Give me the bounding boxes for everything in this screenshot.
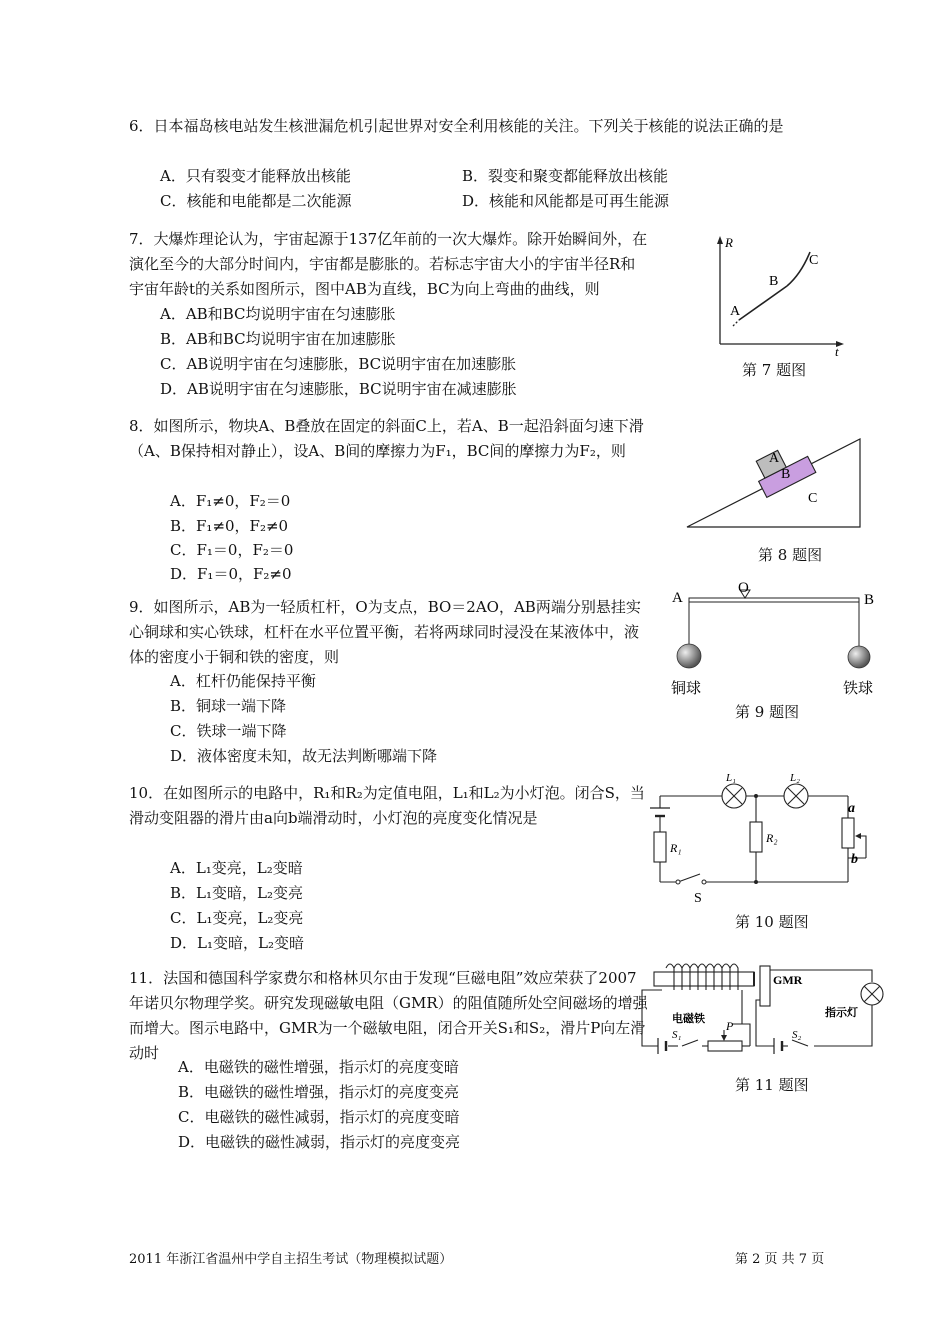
q10-circuit-figure <box>648 770 870 910</box>
q8-label-a: A <box>769 451 780 466</box>
q6-option-c: C．核能和电能都是二次能源 <box>160 192 352 210</box>
q8-caption: 第 8 题图 <box>758 546 823 564</box>
iron-ball <box>848 646 870 668</box>
q10-label-r2: R₂ <box>766 831 778 845</box>
q11-option-a: A．电磁铁的磁性增强，指示灯的亮度变暗 <box>178 1058 459 1076</box>
q11-stem: 11．法国和德国科学家费尔和格林贝尔由于发现“巨磁电阻”效应荣获了2007年诺贝尔物理学奖。研究发现磁敏电阻（GMR）的阻值随所处空间磁场的增强而增大。图示电路中，GMR为一个磁敏电阻，闭合开关S₁和S₂，滑片P向左滑动时 <box>129 969 648 1062</box>
q11-label-magnet: 电磁铁 <box>672 1013 705 1025</box>
q8-option-b: B．F₁≠0，F₂≠0 <box>170 517 289 535</box>
q10-option-d: D．L₁变暗，L₂变暗 <box>170 934 304 952</box>
q11-option-c: C．电磁铁的磁性减弱，指示灯的亮度变暗 <box>178 1108 460 1126</box>
q7-option-d: D．AB说明宇宙在匀速膨胀，BC说明宇宙在减速膨胀 <box>160 380 517 398</box>
q9-option-b: B．铜球一端下降 <box>170 697 287 715</box>
q7-option-b: B．AB和BC均说明宇宙在加速膨胀 <box>160 330 396 348</box>
q10-option-b: B．L₁变暗，L₂变亮 <box>170 884 303 902</box>
q7-label-a: A <box>730 304 741 319</box>
q9-label-copper: 铜球 <box>671 681 702 697</box>
footer-page-number: 第 2 页 共 7 页 <box>735 1252 825 1267</box>
q10-label-a: a <box>848 801 855 816</box>
copper-ball <box>677 644 701 668</box>
q6-option-d: D．核能和风能都是可再生能源 <box>462 192 670 210</box>
q7-option-c: C．AB说明宇宙在匀速膨胀，BC说明宇宙在加速膨胀 <box>160 355 517 373</box>
q11-gmr-circuit-figure <box>632 960 892 1066</box>
q10-stem: 10．在如图所示的电路中，R₁和R₂为定值电阻，L₁和L₂为小灯泡。闭合S，当滑动变阻器的滑片由a向b端滑动时，小灯泡的亮度变化情况是 <box>129 784 645 827</box>
q9-label-iron: 铁球 <box>843 681 874 697</box>
q7-label-c: C <box>809 253 819 268</box>
q9-label-o: O <box>738 582 749 596</box>
q9-lever-figure <box>665 582 885 702</box>
q11-option-d: D．电磁铁的磁性减弱，指示灯的亮度变亮 <box>178 1133 461 1151</box>
q7-label-b: B <box>769 274 779 289</box>
q10-caption: 第 10 题图 <box>735 913 809 931</box>
q8-option-a: A．F₁≠0，F₂＝0 <box>170 492 291 510</box>
q8-option-d: D．F₁＝0，F₂≠0 <box>170 565 292 583</box>
q8-incline-figure <box>685 436 865 532</box>
q8-label-b: B <box>781 467 791 482</box>
q7-graph <box>705 232 855 357</box>
q8-label-c: C <box>808 491 818 506</box>
q9-stem: 9．如图所示，AB为一轻质杠杆，O为支点，BO＝2AO，AB两端分别悬挂实心铜球和实心铁球，杠杆在水平位置平衡，若将两球同时浸没在某液体中，液体的密度小于铜和铁的密度，则 <box>129 598 641 666</box>
q9-option-d: D．液体密度未知，故无法判断哪端下降 <box>170 747 438 765</box>
q11-label-gmr: GMR <box>773 973 803 987</box>
q9-option-a: A．杠杆仍能保持平衡 <box>170 672 316 690</box>
q9-option-c: C．铁球一端下降 <box>170 722 287 740</box>
q10-label-b: b <box>851 852 858 867</box>
footer-exam-title: 2011 年浙江省温州中学自主招生考试（物理模拟试题） <box>129 1252 453 1267</box>
q11-label-s1: S₁ <box>672 1029 682 1041</box>
q7-caption: 第 7 题图 <box>742 361 807 379</box>
q7-label-r: R <box>725 235 733 250</box>
q9-caption: 第 9 题图 <box>735 703 800 721</box>
q7-option-a: A．AB和BC均说明宇宙在匀速膨胀 <box>160 305 396 323</box>
q10-label-r1: R₁ <box>670 841 682 855</box>
q10-label-l2: L₂ <box>790 772 800 784</box>
q10-label-l1: L₁ <box>726 772 736 784</box>
q10-option-c: C．L₁变亮，L₂变亮 <box>170 909 304 927</box>
q9-label-b: B <box>864 592 875 608</box>
q6-stem: 6．日本福岛核电站发生核泄漏危机引起世界对安全利用核能的关注。下列关于核能的说法正确的是 <box>129 117 784 135</box>
q11-option-b: B．电磁铁的磁性增强，指示灯的亮度变亮 <box>178 1083 460 1101</box>
q11-caption: 第 11 题图 <box>735 1076 809 1094</box>
q8-option-c: C．F₁＝0，F₂＝0 <box>170 541 294 559</box>
q7-stem: 7．大爆炸理论认为，宇宙起源于137亿年前的一次大爆炸。除开始瞬间外，在演化至今的大部分时间内，宇宙都是膨胀的。若标志宇宙大小的宇宙半径R和宇宙年龄t的关系如图所示，图中AB为直线，BC为向上弯曲的曲线，则 <box>129 230 648 298</box>
q9-label-a: A <box>672 590 683 606</box>
q11-label-lamp: 指示灯 <box>825 1007 858 1019</box>
q7-label-t: t <box>835 344 839 357</box>
q10-option-a: A．L₁变亮，L₂变暗 <box>170 859 303 877</box>
q6-option-a: A．只有裂变才能释放出核能 <box>160 167 351 185</box>
q10-label-s: S <box>694 891 702 906</box>
q6-option-b: B．裂变和聚变都能释放出核能 <box>462 167 669 185</box>
q8-stem: 8．如图所示，物块A、B叠放在固定的斜面C上，若A、B一起沿斜面匀速下滑（A、B保持相对静止），设A、B间的摩擦力为F₁，BC间的摩擦力为F₂，则 <box>129 417 644 460</box>
q11-label-s2: S₂ <box>792 1029 802 1041</box>
q11-label-p: P <box>726 1019 734 1033</box>
